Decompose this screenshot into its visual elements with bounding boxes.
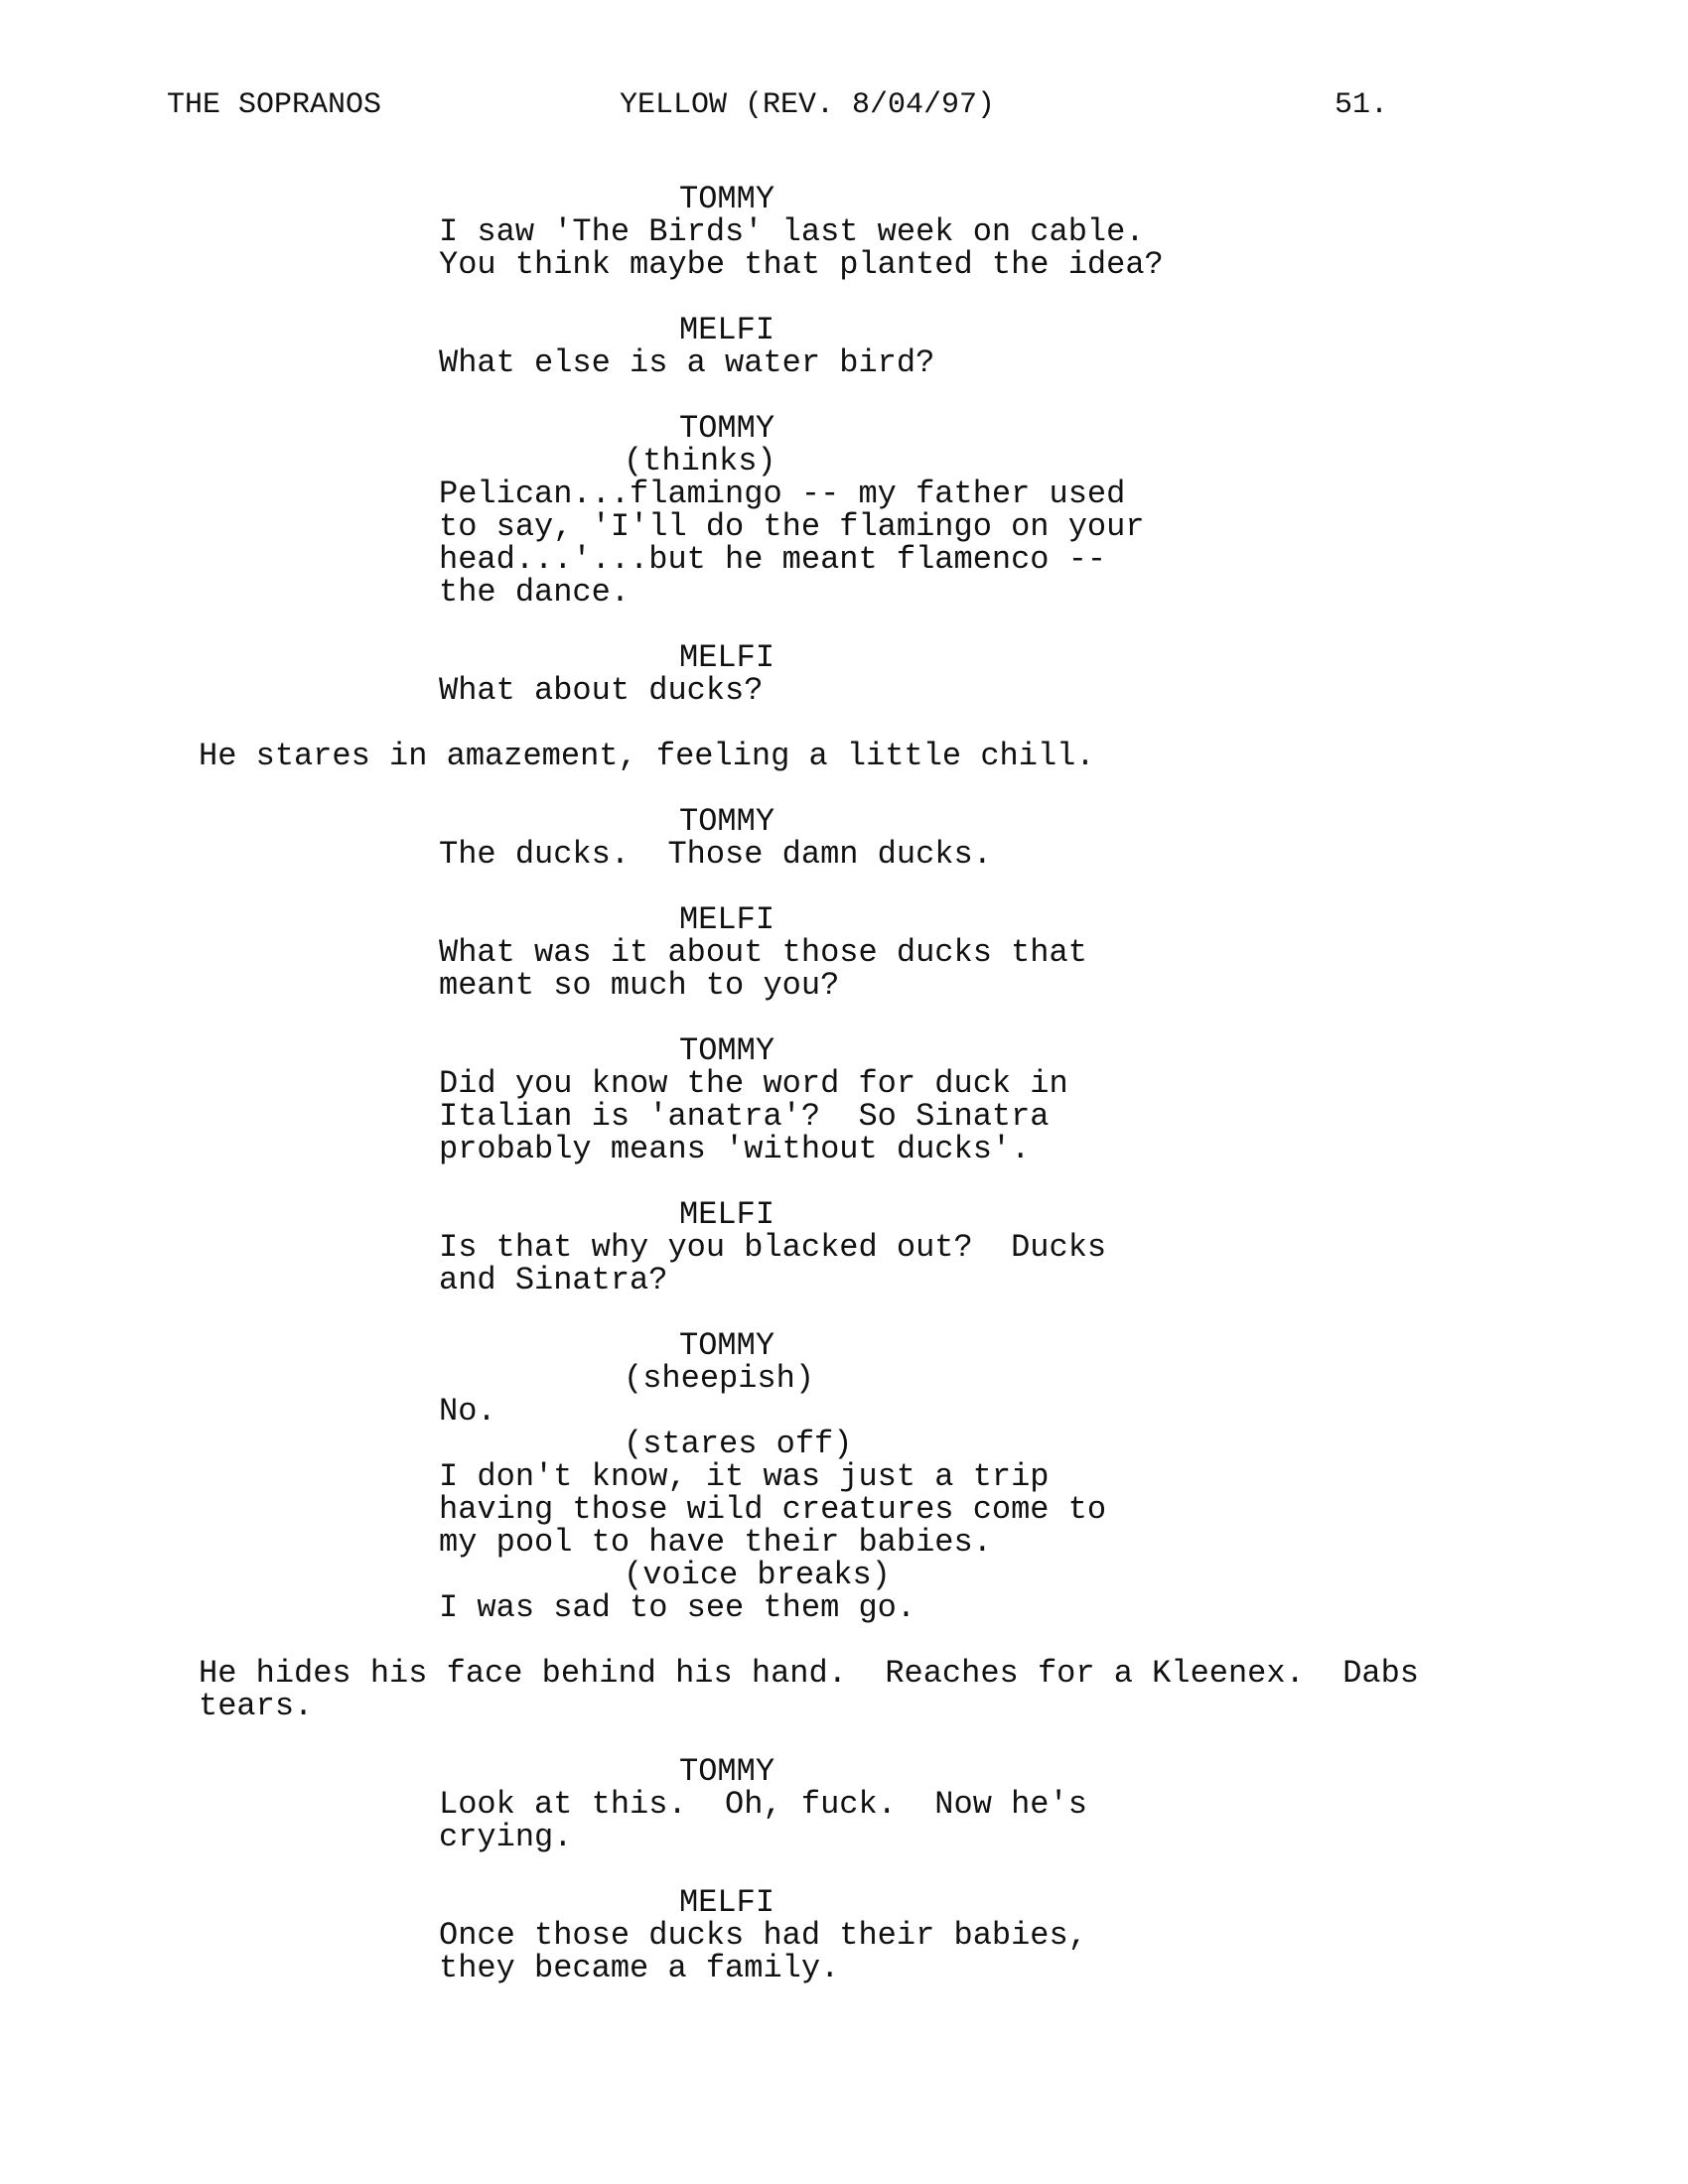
script-title: THE SOPRANOS bbox=[167, 88, 382, 122]
dialogue-line: my pool to have their babies. bbox=[439, 1524, 992, 1561]
dialogue-line: What about ducks? bbox=[439, 672, 764, 709]
character-name: TOMMY bbox=[679, 803, 775, 840]
parenthetical: (sheepish) bbox=[624, 1360, 815, 1397]
dialogue-line: What else is a water bird? bbox=[439, 344, 935, 381]
action-line: He stares in amazement, feeling a little chill. bbox=[199, 738, 1095, 774]
character-name: MELFI bbox=[679, 312, 775, 348]
dialogue-line: they became a family. bbox=[439, 1950, 840, 1986]
dialogue-line: The ducks. Those damn ducks. bbox=[439, 836, 992, 873]
dialogue-line: You think maybe that planted the idea? bbox=[439, 246, 1164, 283]
page-header bbox=[0, 85, 1688, 125]
revision-label: YELLOW (REV. 8/04/97) bbox=[620, 88, 996, 122]
dialogue-line: Italian is 'anatra'? So Sinatra bbox=[439, 1098, 1050, 1135]
dialogue-line: Look at this. Oh, fuck. Now he's bbox=[439, 1786, 1087, 1823]
character-name: TOMMY bbox=[679, 181, 775, 217]
line-gap bbox=[0, 1002, 1688, 1034]
character-name: MELFI bbox=[679, 639, 775, 676]
parenthetical: (voice breaks) bbox=[624, 1557, 891, 1593]
line-gap bbox=[0, 1853, 1688, 1886]
parenthetical: (stares off) bbox=[624, 1426, 853, 1462]
dialogue-line: Is that why you blacked out? Ducks bbox=[439, 1229, 1107, 1266]
dialogue-line: No. bbox=[439, 1393, 496, 1430]
dialogue-line: I saw 'The Birds' last week on cable. bbox=[439, 213, 1145, 250]
line-gap bbox=[0, 1165, 1688, 1198]
line-gap bbox=[0, 1624, 1688, 1657]
parenthetical: (thinks) bbox=[624, 443, 776, 479]
action-line: He hides his face behind his hand. Reaches for a Kleenex. Dabs bbox=[199, 1655, 1419, 1692]
dialogue-line: I don't know, it was just a trip bbox=[439, 1458, 1050, 1495]
page-number: 51. bbox=[1335, 88, 1389, 122]
dialogue-line: Did you know the word for duck in bbox=[439, 1065, 1068, 1102]
script-body bbox=[0, 183, 1688, 1984]
line-gap bbox=[0, 772, 1688, 805]
line-gap bbox=[0, 1297, 1688, 1329]
dialogue-line: I was sad to see them go. bbox=[439, 1589, 916, 1626]
dialogue-line: to say, 'I'll do the flamingo on your bbox=[439, 508, 1145, 545]
character-name: MELFI bbox=[679, 1196, 775, 1233]
character-name: TOMMY bbox=[679, 410, 775, 447]
character-name: MELFI bbox=[679, 1884, 775, 1921]
character-name: TOMMY bbox=[679, 1327, 775, 1364]
dialogue-line: and Sinatra? bbox=[439, 1262, 668, 1298]
dialogue-line: Pelican...flamingo -- my father used bbox=[439, 476, 1126, 512]
line-gap bbox=[0, 609, 1688, 641]
character-name: TOMMY bbox=[679, 1753, 775, 1790]
line-gap bbox=[0, 281, 1688, 314]
dialogue-line: Once those ducks had their babies, bbox=[439, 1917, 1087, 1954]
character-name: MELFI bbox=[679, 901, 775, 938]
dialogue-line: crying. bbox=[439, 1819, 573, 1855]
dialogue-line: meant so much to you? bbox=[439, 967, 840, 1004]
line-gap bbox=[0, 871, 1688, 903]
dialogue-line: having those wild creatures come to bbox=[439, 1491, 1107, 1528]
dialogue-line: probably means 'without ducks'. bbox=[439, 1131, 1031, 1167]
dialogue-line: head...'...but he meant flamenco -- bbox=[439, 541, 1107, 578]
dialogue-line: the dance. bbox=[439, 574, 631, 611]
dialogue-line: What was it about those ducks that bbox=[439, 934, 1087, 971]
line-gap bbox=[0, 379, 1688, 412]
character-name: TOMMY bbox=[679, 1032, 775, 1069]
line-gap bbox=[0, 707, 1688, 740]
line-gap bbox=[0, 1722, 1688, 1755]
action-line: tears. bbox=[199, 1688, 314, 1724]
